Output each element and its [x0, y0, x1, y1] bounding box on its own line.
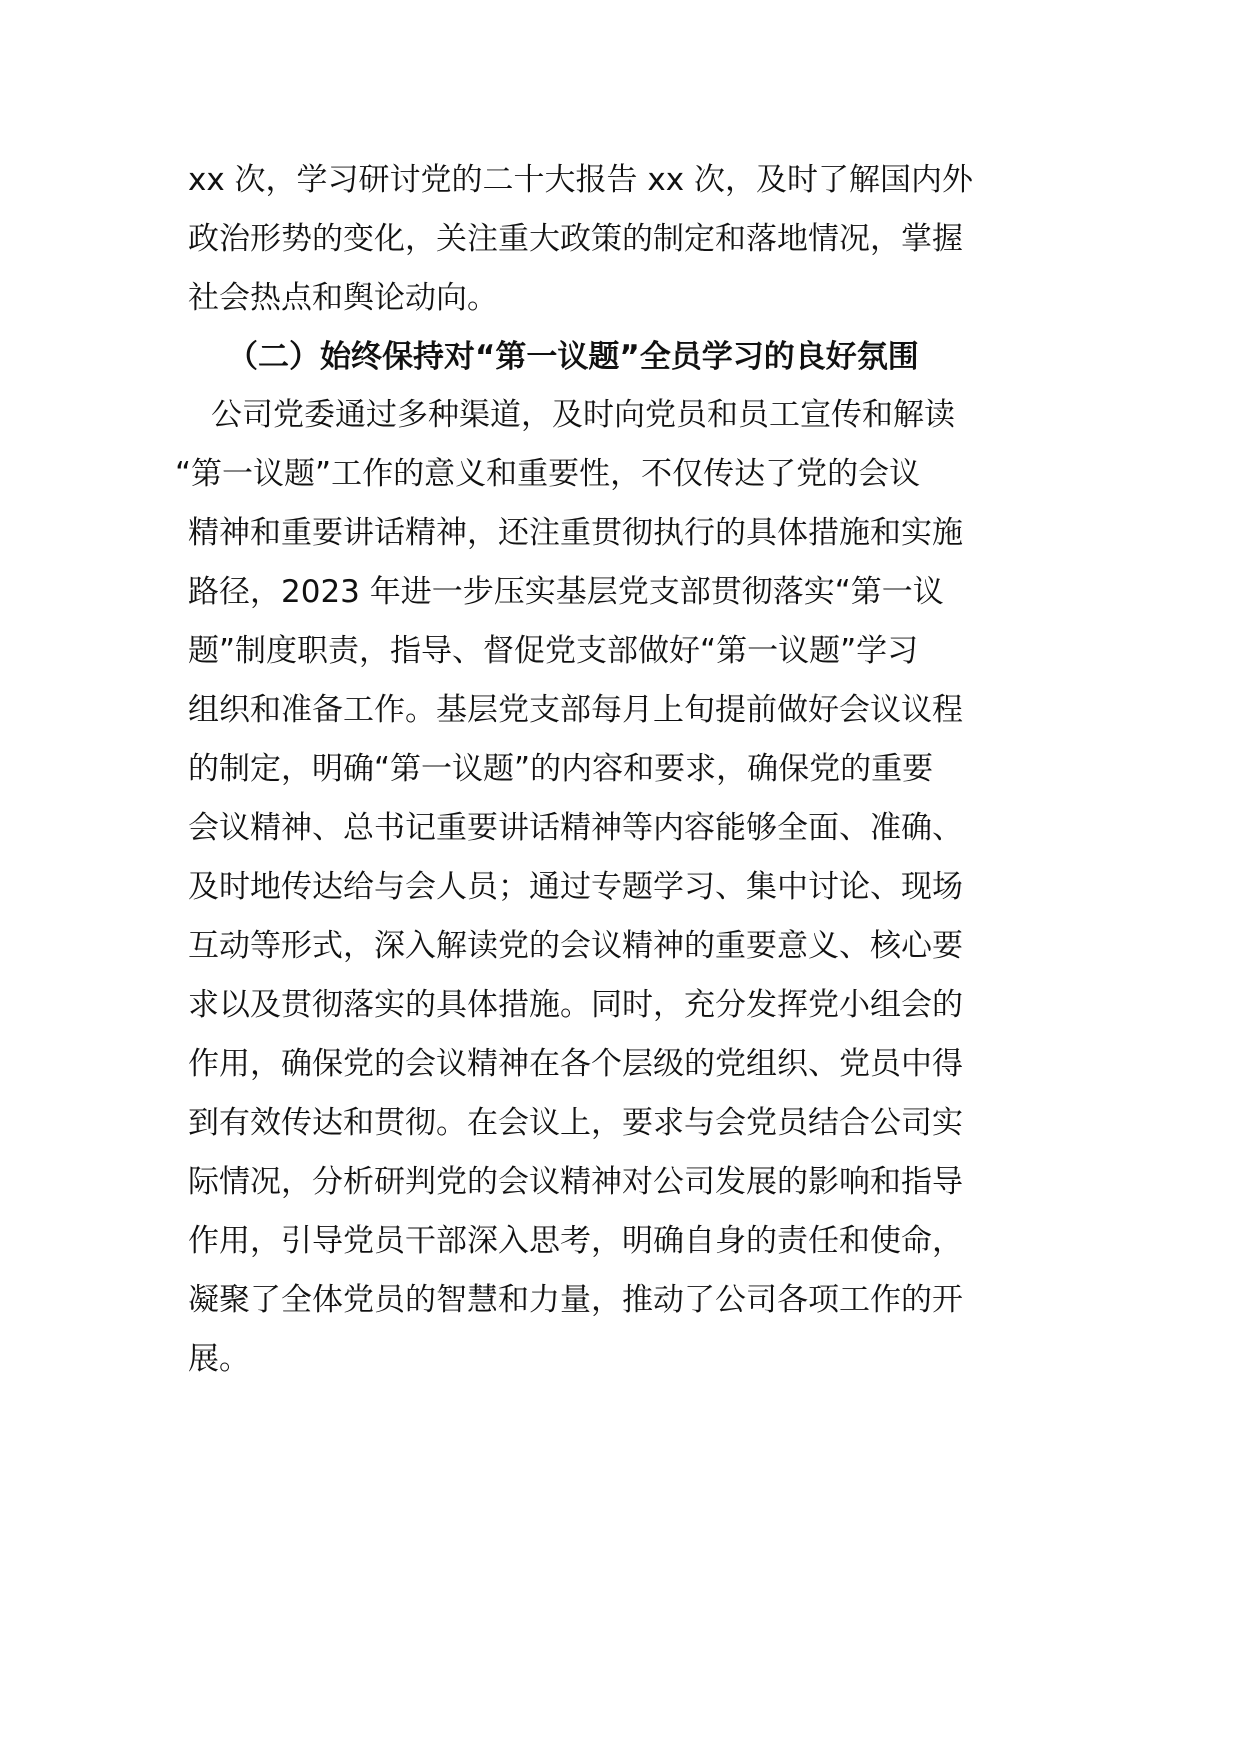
paragraph-line: 社会热点和舆论动向。: [188, 280, 498, 316]
paragraph-line: 及时地传达给与会人员；通过专题学习、集中讨论、现场: [188, 869, 963, 905]
paragraph-line: 公司党委通过多种渠道，及时向党员和员工宣传和解读: [211, 397, 955, 433]
paragraph-line: 的制定，明确“第一议题”的内容和要求，确保党的重要: [188, 751, 934, 787]
paragraph-line: 组织和准备工作。基层党支部每月上旬提前做好会议议程: [188, 692, 963, 728]
paragraph-line: 求以及贯彻落实的具体措施。同时，充分发挥党小组会的: [188, 987, 963, 1023]
paragraph-line: 互动等形式，深入解读党的会议精神的重要意义、核心要: [188, 928, 963, 964]
paragraph-line: 际情况，分析研判党的会议精神对公司发展的影响和指导: [188, 1164, 963, 1200]
paragraph-line: xx 次，学习研讨党的二十大报告 xx 次，及时了解国内外: [188, 162, 973, 198]
paragraph-line: “第一议题”工作的意义和重要性，不仅传达了党的会议: [175, 456, 921, 492]
section-heading: （二）始终保持对“第一议题”全员学习的良好氛围: [227, 339, 919, 375]
paragraph-line: 会议精神、总书记重要讲话精神等内容能够全面、准确、: [188, 810, 963, 846]
paragraph-line: 凝聚了全体党员的智慧和力量，推动了公司各项工作的开: [188, 1282, 963, 1318]
paragraph-line: 展。: [188, 1341, 250, 1377]
paragraph-line: 政治形势的变化，关注重大政策的制定和落地情况，掌握: [188, 221, 963, 257]
paragraph-line: 作用，引导党员干部深入思考，明确自身的责任和使命，: [188, 1223, 963, 1259]
paragraph-line: 作用，确保党的会议精神在各个层级的党组织、党员中得: [188, 1046, 963, 1082]
paragraph-line: 精神和重要讲话精神，还注重贯彻执行的具体措施和实施: [188, 515, 963, 551]
paragraph-line: 题”制度职责，指导、督促党支部做好“第一议题”学习: [188, 633, 919, 669]
paragraph-line: 路径，2023 年进一步压实基层党支部贯彻落实“第一议: [188, 574, 944, 610]
paragraph-line: 到有效传达和贯彻。在会议上，要求与会党员结合公司实: [188, 1105, 963, 1141]
